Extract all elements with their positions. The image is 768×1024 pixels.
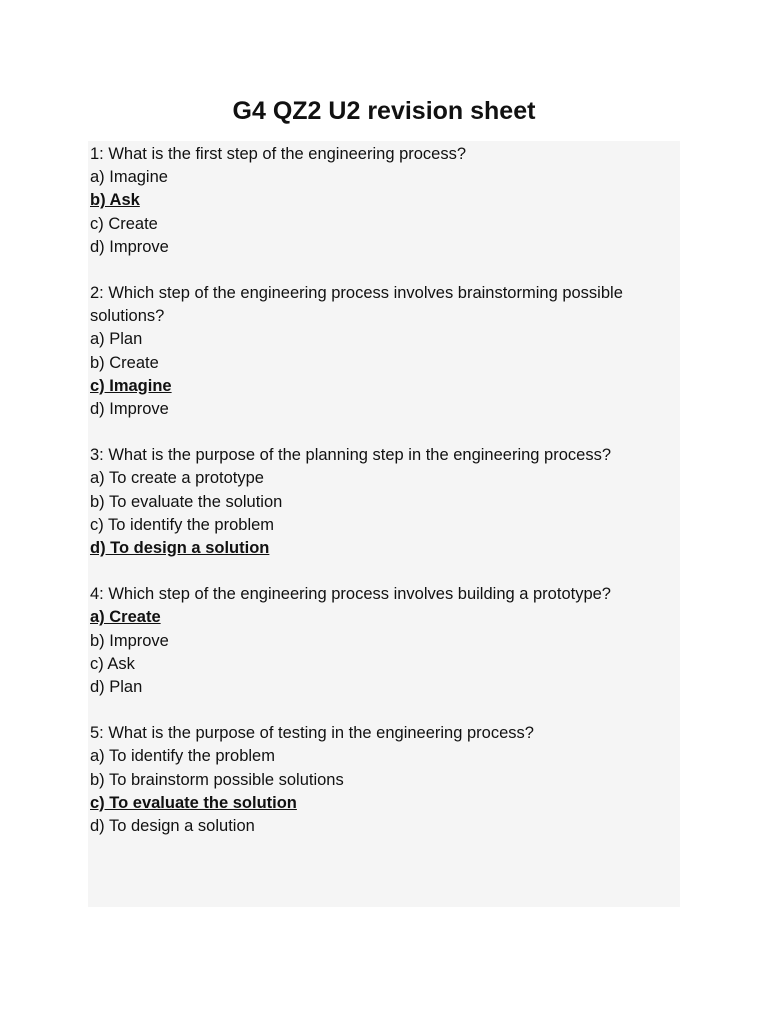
question-text: 2: Which step of the engineering process involves brainstorming possible solutions? <box>90 284 623 326</box>
answer-option: d) To design a solution <box>90 817 255 836</box>
question-text: 3: What is the purpose of the planning step in the engineering process? <box>90 446 612 465</box>
correct-answer-option: d) To design a solution <box>90 539 270 558</box>
answer-option: b) Improve <box>90 631 169 650</box>
answer-option: c) To identify the problem <box>90 515 275 534</box>
question-text: 4: Which step of the engineering process involves building a prototype? <box>90 585 611 604</box>
answer-option: a) Plan <box>90 330 143 349</box>
answer-option: b) To evaluate the solution <box>90 492 283 511</box>
question-1 <box>90 143 670 259</box>
question-text: 1: What is the first step of the engineering process? <box>90 145 467 163</box>
correct-answer-option: a) Create <box>90 608 161 627</box>
answer-option: c) Create <box>90 214 158 233</box>
answer-option: a) Imagine <box>90 168 168 187</box>
answer-option: b) To brainstorm possible solutions <box>90 770 344 789</box>
question-text: 5: What is the purpose of testing in the engineering process? <box>90 724 534 743</box>
answer-option: d) Improve <box>90 237 169 256</box>
question-4 <box>90 583 670 699</box>
answer-option: a) To identify the problem <box>90 747 275 766</box>
page-title: G4 QZ2 U2 revision sheet <box>232 97 536 125</box>
question-list <box>88 141 680 907</box>
question-5 <box>90 722 670 838</box>
answer-option: b) Create <box>90 353 159 372</box>
question-2 <box>90 282 670 421</box>
answer-option: d) Plan <box>90 678 143 697</box>
correct-answer-option: b) Ask <box>90 191 140 210</box>
question-3 <box>90 444 670 560</box>
answer-option: c) Ask <box>90 654 135 673</box>
correct-answer-option: c) To evaluate the solution <box>90 793 297 812</box>
correct-answer-option: c) Imagine <box>90 376 172 395</box>
answer-option: d) Improve <box>90 400 169 419</box>
answer-option: a) To create a prototype <box>90 469 264 488</box>
